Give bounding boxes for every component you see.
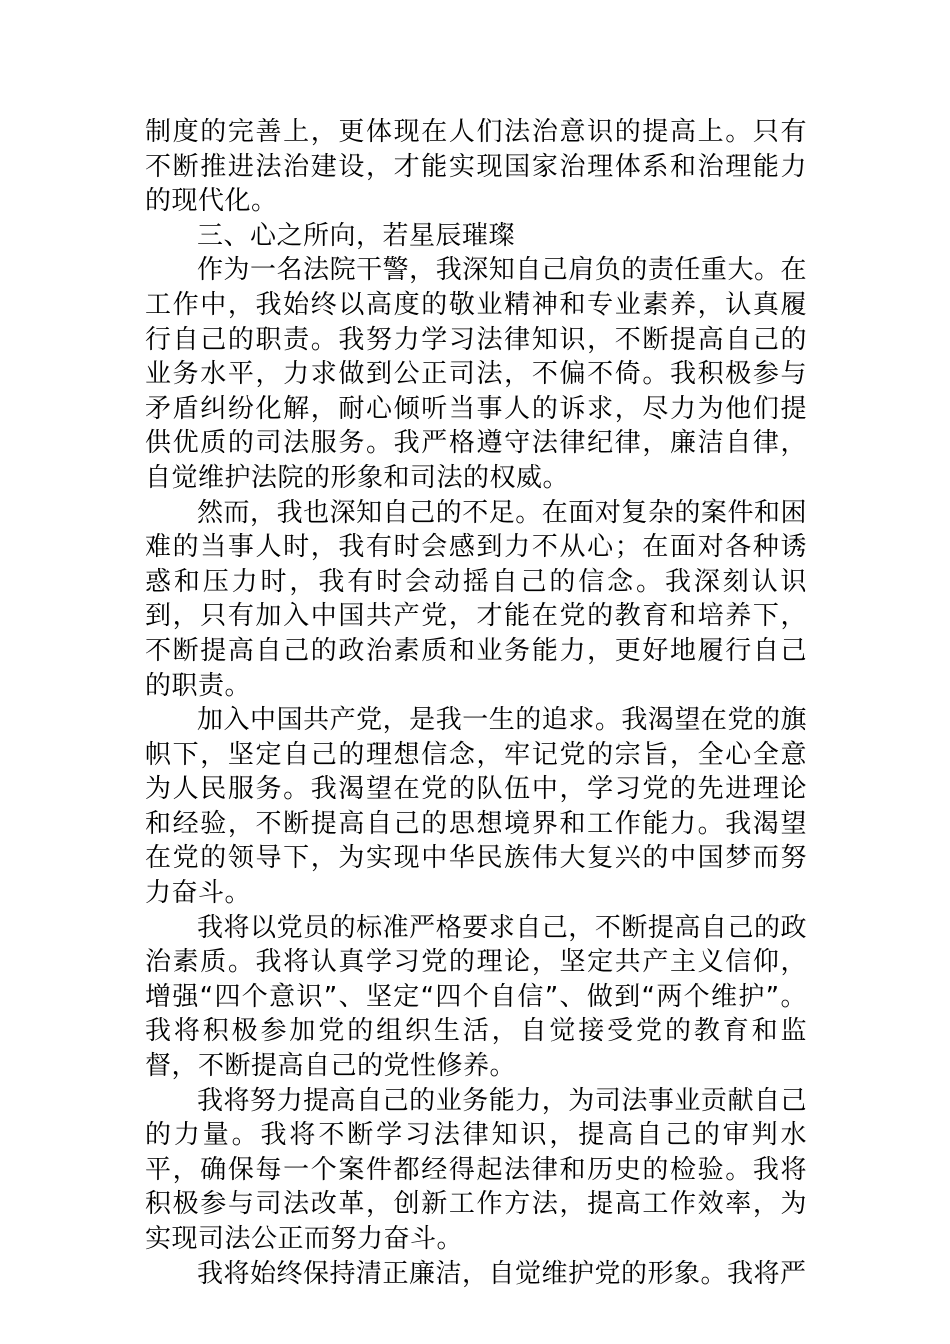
paragraph-body: 作为一名法院干警，我深知自己肩负的责任重大。在工作中，我始终以高度的敬业精神和专业素养，认真履行自己的职责。我努力学习法律知识，不断提高自己的业务水平，力求做到公正司法，不偏不倚。我积极参与矛盾纠纷化解，耐心倾听当事人的诉求，尽力为他们提供优质的司法服务。我严格遵守法律纪律，廉洁自律，自觉维护法院的形象和司法的权威。 (145, 255, 807, 493)
paragraph-body: 我将以党员的标准严格要求自己，不断提高自己的政治素质。我将认真学习党的理论，坚定共产主义信仰，增强“四个意识”、坚定“四个自信”、做到“两个维护”。我将积极参加党的组织生活，自觉接受党的教育和监督，不断提高自己的党性修养。 (145, 912, 807, 1082)
paragraph-continuation: 制度的完善上，更体现在人们法治意识的提高上。只有不断推进法治建设，才能实现国家治理体系和治理能力的现代化。 (145, 117, 807, 217)
paragraph-body: 我将始终保持清正廉洁，自觉维护党的形象。我将严 (197, 1258, 807, 1289)
paragraph-body: 加入中国共产党，是我一生的追求。我渴望在党的旗帜下，坚定自己的理想信念，牢记党的宗旨，全心全意为人民服务。我渴望在党的队伍中，学习党的先进理论和经验，不断提高自己的思想境界和工作能力。我渴望在党的领导下，为实现中华民族伟大复兴的中国梦而努力奋斗。 (145, 705, 807, 909)
document-page (145, 115, 807, 1291)
paragraph-body: 我将努力提高自己的业务能力，为司法事业贡献自己的力量。我将不断学习法律知识，提高自己的审判水平，确保每一个案件都经得起法律和历史的检验。我将积极参与司法改革，创新工作方法，提高工作效率，为实现司法公正而努力奋斗。 (145, 1085, 807, 1254)
section-heading: 三、心之所向，若星辰璀璨 (197, 220, 516, 251)
paragraph-body: 然而，我也深知自己的不足。在面对复杂的案件和困难的当事人时，我有时会感到力不从心；在面对各种诱惑和压力时，我有时会动摇自己的信念。我深刻认识到，只有加入中国共产党，才能在党的教育和培养下，不断提高自己的政治素质和业务能力，更好地履行自己的职责。 (145, 497, 807, 701)
